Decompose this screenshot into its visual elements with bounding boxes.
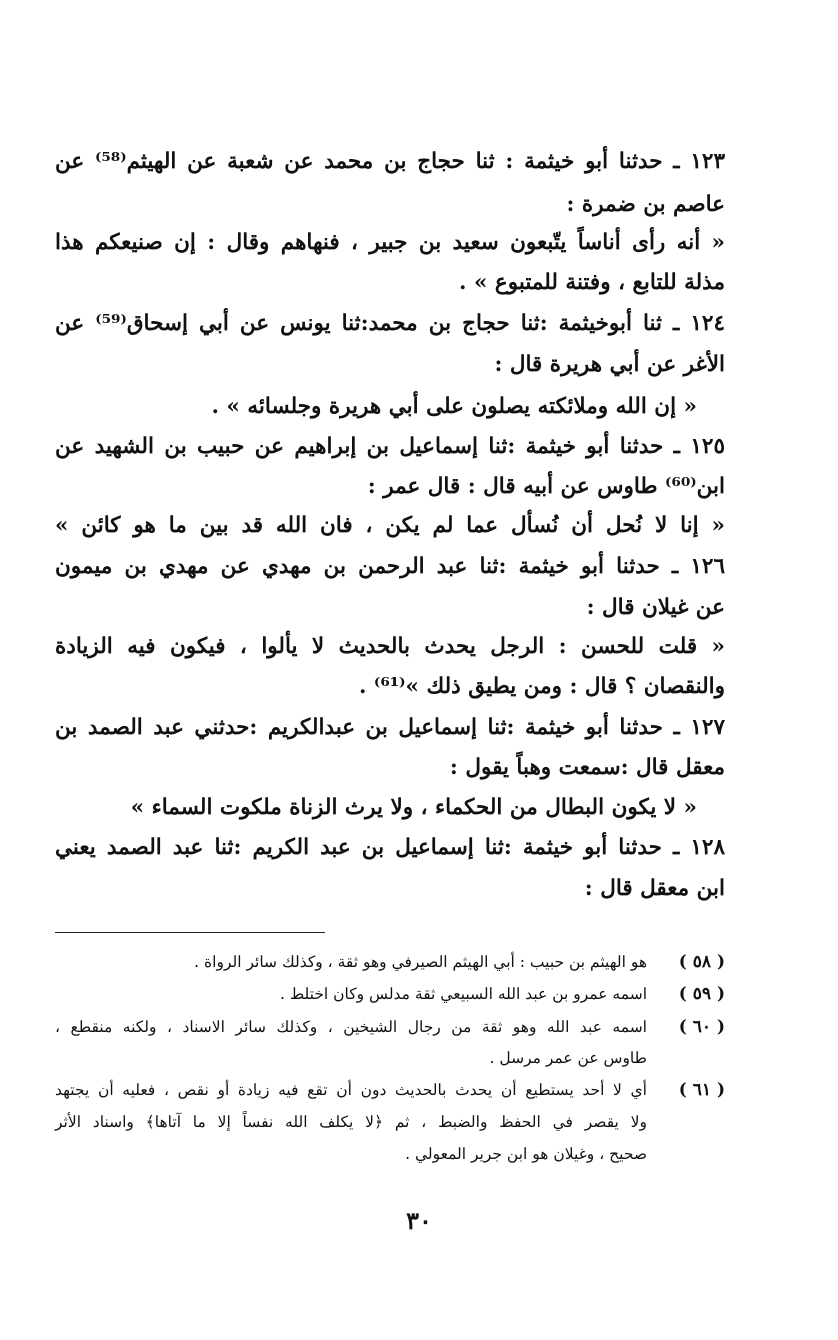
page-number: ٣٠ (406, 1206, 432, 1235)
text-line: ١٢٥ ـ حدثنا أبو خيثمة :ثنا إسماعيل بن إبراهيم عن حبيب بن الشهيد عن (55, 434, 725, 459)
text-line: ١٢٨ ـ حدثنا أبو خيثمة :ثنا إسماعيل بن عبد الكريم :ثنا عبد الصمد يعني (55, 835, 725, 860)
footnote-text: صحيح ، وغيلان هو ابن جرير المعولي . (405, 1145, 647, 1163)
text-line: الأغر عن أبي هريرة قال : (494, 352, 725, 377)
text-line: مذلة للتابع ، وفتنة للمتبوع » . (459, 270, 725, 295)
text-line: ١٢٤ ـ ثنا أبوخيثمة :ثنا حجاج بن محمد:ثنا يونس عن أبي إسحاق⁽⁵⁹⁾ عن (55, 311, 725, 336)
footnote-number: ( ٥٩ ) (678, 984, 725, 1004)
footnote-separator (55, 932, 325, 933)
text-line: « أنه رأى أناساً يتّبعون سعيد بن جبير ، فنهاهم وقال : إن صنيعكم هذا (55, 230, 725, 255)
text-line: « لا يكون البطال من الحكماء ، ولا يرث الزناة ملكوت السماء » (130, 795, 697, 820)
text-line: والنقصان ؟ قال : ومن يطيق ذلك »⁽⁶¹⁾ . (358, 674, 725, 699)
footnote-text: ولا يقصر في الحفظ والضبط ، ثم ﴿لا يكلف الله نفساً إلا ما آتاها﴾ واسناد الأثر (55, 1113, 647, 1131)
text-line: « إن الله وملائكته يصلون على أبي هريرة وجلسائه » . (211, 394, 697, 419)
footnote-text: اسمه عبد الله وهو ثقة من رجال الشيخين ، وكذلك سائر الاسناد ، ولكنه منقطع ، (55, 1018, 647, 1036)
text-line: عن غيلان قال : (586, 595, 725, 620)
text-line: ابن⁽⁶⁰⁾ طاوس عن أبيه قال : قال عمر : (367, 474, 725, 499)
text-line: ١٢٣ ـ حدثنا أبو خيثمة : ثنا حجاج بن محمد عن شعبة عن الهيثم⁽⁵⁸⁾ عن (55, 149, 725, 174)
text-line: ابن معقل قال : (584, 876, 725, 901)
text-line: « إنا لا نُحل أن نُسأل عما لم يكن ، فان الله قد بين ما هو كائن » (55, 513, 725, 538)
text-line: « قلت للحسن : الرجل يحدث بالحديث لا يألوا ، فيكون فيه الزيادة (55, 634, 725, 659)
footnote-text: طاوس عن عمر مرسل . (489, 1049, 647, 1067)
text-line: معقل قال :سمعت وهباً يقول : (449, 755, 725, 780)
footnote-number: ( ٥٨ ) (678, 952, 725, 972)
footnote-text: أي لا أحد يستطيع أن يحدث بالحديث دون أن تقع فيه زيادة أو نقص ، فعليه أن يجتهد (55, 1081, 647, 1099)
footnote-text: هو الهيثم بن حبيب : أبي الهيثم الصيرفي وهو ثقة ، وكذلك سائر الرواة . (194, 953, 647, 971)
footnote-text: اسمه عمرو بن عبد الله السبيعي ثقة مدلس وكان اختلط . (279, 985, 647, 1003)
text-line: ١٢٦ ـ حدثنا أبو خيثمة :ثنا عبد الرحمن بن مهدي عن مهدي بن ميمون (55, 554, 725, 579)
footnote-number: ( ٦١ ) (678, 1080, 725, 1100)
footnote-number: ( ٦٠ ) (678, 1017, 725, 1037)
text-line: ١٢٧ ـ حدثنا أبو خيثمة :ثنا إسماعيل بن عبدالكريم :حدثني عبد الصمد بن (55, 715, 725, 740)
text-line: عاصم بن ضمرة : (566, 192, 725, 217)
